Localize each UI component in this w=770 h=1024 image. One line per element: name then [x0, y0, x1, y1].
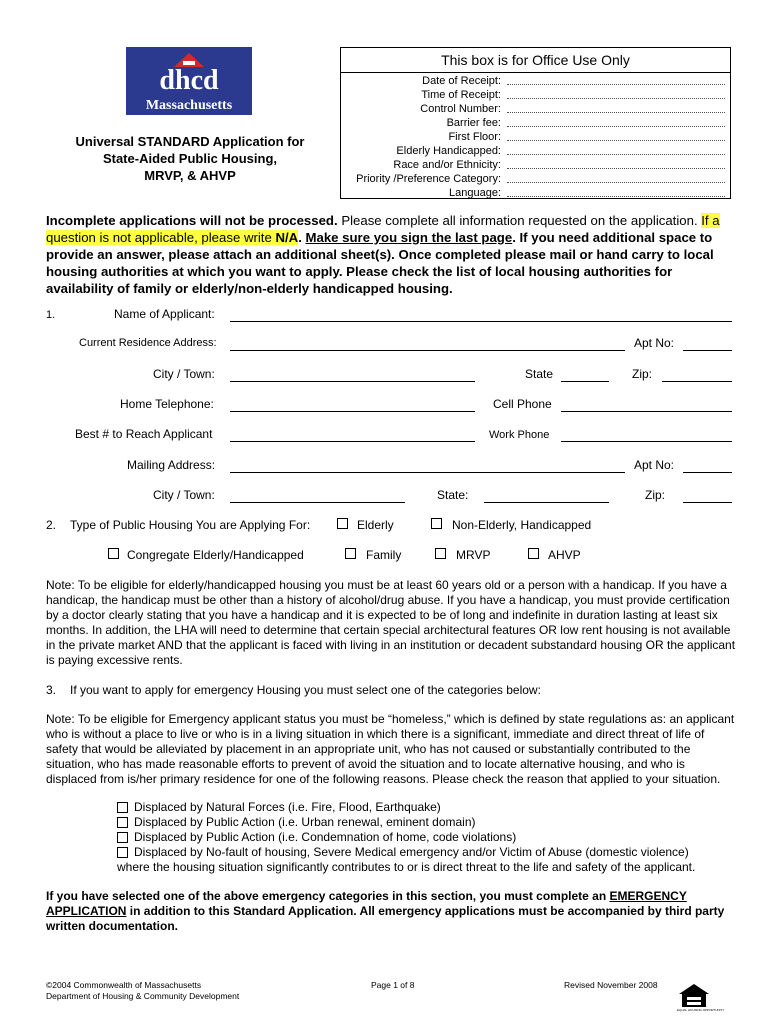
- office-barrier-line[interactable]: [507, 126, 725, 127]
- apt-field[interactable]: [683, 350, 732, 351]
- work-phone-field[interactable]: [561, 441, 732, 442]
- home-phone-label: Home Telephone:: [120, 397, 214, 411]
- office-field-language: Language:: [449, 187, 501, 199]
- work-phone-label: Work Phone: [489, 429, 550, 441]
- apt2-field[interactable]: [683, 472, 732, 473]
- city2-field[interactable]: [230, 502, 405, 503]
- q2-prompt: Type of Public Housing You are Applying For:: [70, 518, 311, 532]
- family-checkbox[interactable]: [345, 548, 356, 559]
- office-field-first-floor: First Floor:: [448, 131, 501, 143]
- cell-phone-label: Cell Phone: [493, 397, 552, 411]
- office-box-title: This box is for Office Use Only: [341, 48, 730, 73]
- no-fault-continuation: where the housing situation significantly contributes to or is direct threat to the life and safety of the applicant.: [117, 860, 696, 874]
- title-line-1: Universal STANDARD Application for: [75, 134, 305, 149]
- emergency-application-notice: [46, 889, 736, 934]
- q1-number: 1.: [46, 309, 56, 321]
- q3-number: 3.: [46, 683, 57, 697]
- office-field-elderly: Elderly Handicapped:: [396, 145, 501, 157]
- zip-field[interactable]: [662, 381, 732, 382]
- mailing-field[interactable]: [230, 472, 625, 473]
- cell-phone-field[interactable]: [561, 411, 732, 412]
- mrvp-checkbox[interactable]: [435, 548, 446, 559]
- office-date-line[interactable]: [507, 84, 725, 85]
- final-emphasis: EMERGENCY APPLICATION: [46, 889, 687, 918]
- office-field-control: Control Number:: [420, 103, 501, 115]
- state2-label: State:: [437, 488, 469, 502]
- office-time-line[interactable]: [507, 98, 725, 99]
- congregate-label: Congregate Elderly/Handicapped: [127, 548, 304, 562]
- urban-renewal-checkbox[interactable]: [117, 817, 128, 828]
- office-field-priority: Priority /Preference Category:: [356, 173, 501, 185]
- office-first-floor-line[interactable]: [507, 140, 725, 141]
- intro-highlight-text: If a question is not applicable, please write: [46, 213, 720, 245]
- footer-department: Department of Housing & Community Development: [46, 991, 240, 1001]
- intro-bold-1: Incomplete applications will not be processed.: [46, 213, 338, 228]
- mailing-label: Mailing Address:: [127, 458, 216, 472]
- condemnation-checkbox[interactable]: [117, 832, 128, 843]
- footer-revised: Revised November 2008: [564, 980, 658, 990]
- office-use-box: [340, 47, 731, 199]
- name-label: Name of Applicant:: [114, 307, 215, 321]
- non-elderly-label: Non-Elderly, Handicapped: [452, 518, 592, 532]
- office-control-line[interactable]: [507, 112, 725, 113]
- no-fault-checkbox[interactable]: [117, 847, 128, 858]
- intro-text-1: Please complete all information requested on the application.: [337, 213, 702, 228]
- equal-housing-icon: [677, 983, 725, 1015]
- office-elderly-line[interactable]: [507, 154, 725, 155]
- office-field-barrier: Barrier fee:: [446, 117, 501, 129]
- ahvp-label: AHVP: [548, 548, 581, 562]
- final-text-1: If you have selected one of the above emergency categories in this section, you must complete an: [46, 889, 610, 903]
- natural-forces-checkbox[interactable]: [117, 802, 128, 813]
- elderly-label: Elderly: [357, 518, 394, 532]
- city-label: City / Town:: [153, 367, 215, 381]
- logo-text-top: dhcd: [159, 65, 219, 96]
- urban-renewal-label: Displaced by Public Action (i.e. Urban renewal, eminent domain): [134, 815, 476, 829]
- state2-field[interactable]: [484, 502, 609, 503]
- office-priority-line[interactable]: [507, 182, 725, 183]
- best-number-field[interactable]: [230, 441, 475, 442]
- footer-copyright: ©2004 Commonwealth of Massachusetts: [46, 980, 202, 990]
- dhcd-logo: [126, 47, 252, 115]
- zip-label: Zip:: [632, 367, 653, 381]
- document-title: [40, 133, 340, 184]
- intro-instructions: [46, 212, 736, 297]
- equal-housing-text: EQUAL HOUSING OPPORTUNITY: [677, 1008, 725, 1012]
- q2-number: 2.: [46, 518, 57, 532]
- natural-forces-label: Displaced by Natural Forces (i.e. Fire, Flood, Earthquake): [134, 800, 441, 814]
- residence-field[interactable]: [230, 350, 625, 351]
- elderly-note: Note: To be eligible for elderly/handicapped housing you must be at least 60 years old or a person with a handicap. If you have a handicap, the handicap must be other than a history of alcohol/drug abuse. If you have a handicap, you must provide certification by a doctor clearly stating that you have a handicap and it is expected to be of long and indefinite in duration lasting at least six months. In addition, the LHA will need to determine that certain special architectural features OR low rent housing is not available in the private market AND that the applicant is faced with living in an institution or decadent substandard housing OR the applicant is paying excessive rents.: [46, 578, 736, 667]
- footer-page: Page 1 of 8: [371, 980, 415, 990]
- state-field[interactable]: [561, 381, 609, 382]
- apt-label: Apt No:: [634, 336, 675, 350]
- intro-period: .: [298, 230, 306, 245]
- home-phone-field[interactable]: [230, 411, 475, 412]
- mrvp-label: MRVP: [456, 548, 491, 562]
- intro-na: N/A: [275, 230, 299, 245]
- apt2-label: Apt No:: [634, 458, 675, 472]
- logo-text-bottom: Massachusetts: [145, 98, 233, 113]
- residence-label: Current Residence Address:: [79, 337, 217, 349]
- zip2-label: Zip:: [645, 488, 666, 502]
- intro-bold-2: . If you need additional space to provide an answer, please attach an additional sheet(s). Once completed please mail or hand carry to local housing authorities at which you want to apply. Please check the list of local housing authorities for availability of family or elderly/non-elderly handicapped housing.: [46, 230, 714, 296]
- title-line-3: MRVP, & AHVP: [144, 168, 236, 183]
- city2-label: City / Town:: [153, 488, 215, 502]
- best-number-label: Best # to Reach Applicant: [75, 427, 213, 441]
- q3-prompt: If you want to apply for emergency Housing you must select one of the categories below:: [70, 683, 541, 697]
- name-field[interactable]: [230, 321, 732, 322]
- state-label: State: [525, 367, 554, 381]
- elderly-checkbox[interactable]: [337, 518, 348, 529]
- office-language-line[interactable]: [507, 196, 725, 197]
- condemnation-label: Displaced by Public Action (i.e. Condemnation of home, code violations): [134, 830, 517, 844]
- non-elderly-checkbox[interactable]: [431, 518, 442, 529]
- office-field-date: Date of Receipt:: [422, 75, 501, 87]
- intro-sign: Make sure you sign the last page: [305, 230, 513, 245]
- office-field-race: Race and/or Ethnicity:: [393, 159, 501, 171]
- family-label: Family: [366, 548, 402, 562]
- final-text-2: in addition to this Standard Application. All emergency applications must be accompanied by third party written documentation.: [46, 904, 725, 933]
- emergency-note: Note: To be eligible for Emergency applicant status you must be “homeless,” which is defined by state regulations as: an applicant who is without a place to live or who is in a living situation in which there is a significant, immediate and direct threat of life of safety that would be alleviated by placement in an appropriate unit, who has not caused or substantially contributed to the situation, who has made reasonable efforts to prevent of avoid the situation and to locate alternative housing, and who is displaced from is/her primary residence for one of the following reasons. Please check the reason that applied to your situation.: [46, 712, 735, 786]
- ahvp-checkbox[interactable]: [528, 548, 539, 559]
- title-line-2: State-Aided Public Housing,: [102, 151, 278, 166]
- no-fault-label: Displaced by No-fault of housing, Severe Medical emergency and/or Victim of Abuse (domestic violence): [134, 845, 689, 859]
- congregate-checkbox[interactable]: [108, 548, 119, 559]
- office-field-time: Time of Receipt:: [421, 89, 501, 101]
- city-field[interactable]: [230, 381, 475, 382]
- zip2-field[interactable]: [683, 502, 732, 503]
- office-race-line[interactable]: [507, 168, 725, 169]
